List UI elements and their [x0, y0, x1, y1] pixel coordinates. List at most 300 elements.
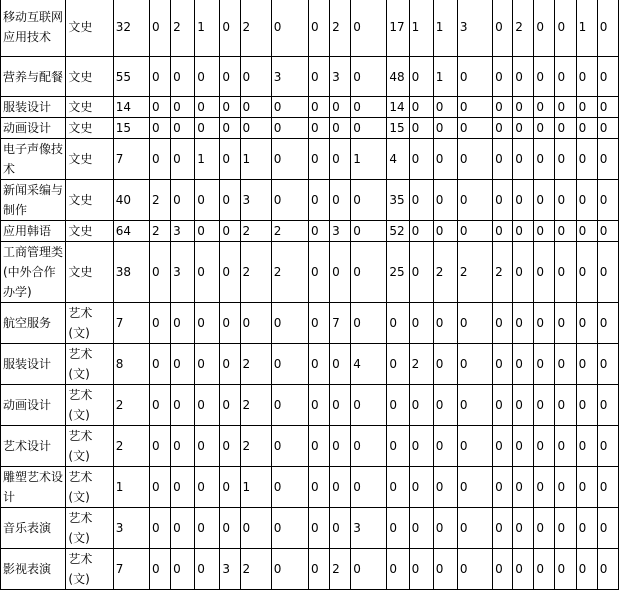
table-row [1, 0, 619, 57]
count-cell: 0 [409, 57, 433, 97]
count-cell: 3 [113, 508, 149, 549]
count-cell: 0 [149, 426, 170, 467]
table-row [1, 221, 619, 242]
count-cell: 0 [330, 426, 351, 467]
count-cell: 0 [149, 0, 170, 57]
count-cell: 0 [457, 385, 492, 426]
count-cell: 0 [220, 180, 240, 221]
count-cell: 0 [534, 426, 555, 467]
count-cell: 0 [433, 549, 457, 590]
count-cell: 0 [457, 180, 492, 221]
count-cell: 0 [493, 426, 513, 467]
table-row [1, 118, 619, 139]
category-cell: 文史 [66, 118, 113, 139]
category-cell: 文史 [66, 221, 113, 242]
major-cell: 应用韩语 [1, 221, 66, 242]
count-cell: 0 [271, 303, 308, 344]
table-row [1, 508, 619, 549]
count-cell: 0 [220, 221, 240, 242]
count-cell: 2 [457, 242, 492, 303]
count-cell: 48 [387, 57, 409, 97]
table-row [1, 344, 619, 385]
count-cell: 0 [171, 385, 195, 426]
table-row [1, 303, 619, 344]
category-cell: 艺术(文) [66, 508, 113, 549]
count-cell: 0 [220, 57, 240, 97]
count-cell: 0 [555, 221, 576, 242]
count-cell: 0 [493, 508, 513, 549]
major-cell: 电子声像技术 [1, 139, 66, 180]
count-cell: 0 [308, 549, 329, 590]
count-cell: 0 [513, 508, 534, 549]
count-cell: 0 [534, 118, 555, 139]
count-cell: 0 [308, 242, 329, 303]
count-cell: 3 [271, 57, 308, 97]
count-cell: 0 [597, 221, 618, 242]
count-cell: 15 [387, 118, 409, 139]
count-cell: 0 [534, 180, 555, 221]
count-cell: 3 [240, 180, 271, 221]
count-cell: 17 [387, 0, 409, 57]
count-cell: 2 [240, 221, 271, 242]
count-cell: 0 [513, 385, 534, 426]
count-cell: 0 [149, 508, 170, 549]
count-cell: 2 [330, 549, 351, 590]
count-cell: 0 [576, 180, 597, 221]
count-cell: 0 [220, 303, 240, 344]
count-cell: 0 [171, 426, 195, 467]
count-cell: 14 [113, 97, 149, 118]
table-row [1, 385, 619, 426]
count-cell: 0 [457, 467, 492, 508]
count-cell: 25 [387, 242, 409, 303]
count-cell: 0 [330, 467, 351, 508]
count-cell: 2 [149, 180, 170, 221]
count-cell: 1 [433, 0, 457, 57]
major-cell: 服装设计 [1, 344, 66, 385]
count-cell: 1 [195, 0, 220, 57]
count-cell: 0 [534, 139, 555, 180]
count-cell: 0 [493, 118, 513, 139]
count-cell: 7 [330, 303, 351, 344]
count-cell: 0 [409, 467, 433, 508]
count-cell: 0 [555, 118, 576, 139]
count-cell: 0 [308, 180, 329, 221]
table-body [1, 0, 619, 590]
count-cell: 0 [409, 549, 433, 590]
count-cell: 0 [271, 549, 308, 590]
count-cell: 0 [195, 508, 220, 549]
count-cell: 0 [409, 180, 433, 221]
count-cell: 0 [387, 508, 409, 549]
count-cell: 2 [330, 0, 351, 57]
count-cell: 0 [433, 303, 457, 344]
count-cell: 0 [534, 549, 555, 590]
count-cell: 0 [493, 385, 513, 426]
count-cell: 52 [387, 221, 409, 242]
count-cell: 3 [220, 549, 240, 590]
count-cell: 0 [576, 118, 597, 139]
count-cell: 0 [555, 242, 576, 303]
major-cell: 营养与配餐 [1, 57, 66, 97]
count-cell: 0 [433, 221, 457, 242]
count-cell: 0 [220, 344, 240, 385]
count-cell: 0 [149, 242, 170, 303]
major-cell: 艺术设计 [1, 426, 66, 467]
count-cell: 0 [433, 180, 457, 221]
count-cell: 0 [555, 139, 576, 180]
count-cell: 0 [271, 139, 308, 180]
category-cell: 文史 [66, 139, 113, 180]
count-cell: 0 [308, 221, 329, 242]
count-cell: 0 [387, 385, 409, 426]
count-cell: 0 [457, 344, 492, 385]
count-cell: 0 [195, 303, 220, 344]
count-cell: 0 [555, 57, 576, 97]
count-cell: 0 [271, 426, 308, 467]
count-cell: 0 [308, 139, 329, 180]
major-cell: 动画设计 [1, 118, 66, 139]
count-cell: 0 [195, 221, 220, 242]
count-cell: 0 [240, 118, 271, 139]
count-cell: 0 [493, 303, 513, 344]
count-cell: 0 [513, 303, 534, 344]
count-cell: 0 [513, 118, 534, 139]
table-row [1, 97, 619, 118]
count-cell: 0 [433, 97, 457, 118]
count-cell: 0 [409, 97, 433, 118]
count-cell: 0 [457, 139, 492, 180]
count-cell: 0 [220, 97, 240, 118]
count-cell: 7 [113, 303, 149, 344]
count-cell: 0 [409, 118, 433, 139]
count-cell: 0 [576, 242, 597, 303]
count-cell: 0 [220, 139, 240, 180]
count-cell: 2 [240, 549, 271, 590]
count-cell: 0 [555, 549, 576, 590]
count-cell: 0 [576, 97, 597, 118]
count-cell: 0 [195, 97, 220, 118]
count-cell: 0 [351, 180, 387, 221]
count-cell: 0 [534, 0, 555, 57]
count-cell: 0 [576, 139, 597, 180]
count-cell: 0 [513, 180, 534, 221]
count-cell: 40 [113, 180, 149, 221]
count-cell: 0 [534, 508, 555, 549]
count-cell: 0 [534, 97, 555, 118]
count-cell: 2 [171, 0, 195, 57]
count-cell: 2 [240, 0, 271, 57]
count-cell: 0 [555, 97, 576, 118]
table-row [1, 57, 619, 97]
count-cell: 0 [351, 57, 387, 97]
count-cell: 0 [457, 426, 492, 467]
count-cell: 55 [113, 57, 149, 97]
count-cell: 14 [387, 97, 409, 118]
count-cell: 0 [330, 344, 351, 385]
count-cell: 0 [171, 344, 195, 385]
count-cell: 0 [220, 242, 240, 303]
count-cell: 2 [433, 242, 457, 303]
count-cell: 0 [457, 118, 492, 139]
count-cell: 3 [330, 221, 351, 242]
count-cell: 0 [433, 508, 457, 549]
count-cell: 0 [597, 467, 618, 508]
count-cell: 0 [271, 118, 308, 139]
count-cell: 0 [597, 180, 618, 221]
count-cell: 0 [493, 467, 513, 508]
major-cell: 动画设计 [1, 385, 66, 426]
count-cell: 1 [113, 467, 149, 508]
count-cell: 0 [220, 118, 240, 139]
count-cell: 0 [308, 97, 329, 118]
count-cell: 0 [149, 57, 170, 97]
count-cell: 0 [493, 180, 513, 221]
count-cell: 0 [351, 221, 387, 242]
count-cell: 0 [330, 139, 351, 180]
count-cell: 3 [351, 508, 387, 549]
count-cell: 0 [308, 385, 329, 426]
count-cell: 0 [220, 467, 240, 508]
count-cell: 0 [351, 118, 387, 139]
count-cell: 0 [271, 467, 308, 508]
count-cell: 0 [351, 426, 387, 467]
count-cell: 0 [220, 0, 240, 57]
count-cell: 0 [555, 0, 576, 57]
count-cell: 0 [409, 508, 433, 549]
count-cell: 0 [149, 303, 170, 344]
count-cell: 0 [149, 467, 170, 508]
count-cell: 1 [195, 139, 220, 180]
count-cell: 4 [387, 139, 409, 180]
table-row [1, 139, 619, 180]
count-cell: 0 [513, 344, 534, 385]
count-cell: 0 [171, 508, 195, 549]
count-cell: 0 [195, 549, 220, 590]
count-cell: 0 [457, 508, 492, 549]
count-cell: 0 [149, 97, 170, 118]
count-cell: 0 [493, 344, 513, 385]
count-cell: 32 [113, 0, 149, 57]
count-cell: 3 [457, 0, 492, 57]
count-cell: 0 [576, 426, 597, 467]
count-cell: 2 [271, 221, 308, 242]
major-cell: 工商管理类(中外合作办学) [1, 242, 66, 303]
category-cell: 文史 [66, 57, 113, 97]
count-cell: 4 [351, 344, 387, 385]
count-cell: 0 [513, 467, 534, 508]
table-row [1, 549, 619, 590]
count-cell: 0 [433, 344, 457, 385]
count-cell: 0 [513, 221, 534, 242]
category-cell: 艺术(文) [66, 344, 113, 385]
count-cell: 0 [597, 0, 618, 57]
count-cell: 8 [113, 344, 149, 385]
count-cell: 0 [271, 0, 308, 57]
count-cell: 0 [576, 57, 597, 97]
table-row [1, 467, 619, 508]
count-cell: 0 [387, 467, 409, 508]
count-cell: 0 [597, 118, 618, 139]
count-cell: 0 [576, 385, 597, 426]
count-cell: 0 [240, 508, 271, 549]
count-cell: 1 [576, 0, 597, 57]
count-cell: 0 [576, 467, 597, 508]
count-cell: 0 [513, 97, 534, 118]
count-cell: 0 [513, 139, 534, 180]
count-cell: 0 [534, 57, 555, 97]
count-cell: 0 [330, 180, 351, 221]
category-cell: 艺术(文) [66, 426, 113, 467]
table-row [1, 180, 619, 221]
category-cell: 艺术(文) [66, 303, 113, 344]
count-cell: 0 [308, 303, 329, 344]
count-cell: 0 [308, 0, 329, 57]
count-cell: 0 [351, 242, 387, 303]
count-cell: 15 [113, 118, 149, 139]
count-cell: 0 [576, 549, 597, 590]
count-cell: 0 [493, 221, 513, 242]
count-cell: 0 [171, 118, 195, 139]
count-cell: 0 [149, 344, 170, 385]
major-cell: 服装设计 [1, 97, 66, 118]
count-cell: 0 [597, 57, 618, 97]
count-cell: 0 [493, 139, 513, 180]
table-row [1, 426, 619, 467]
count-cell: 0 [308, 426, 329, 467]
count-cell: 2 [149, 221, 170, 242]
count-cell: 0 [351, 549, 387, 590]
count-cell: 3 [171, 221, 195, 242]
count-cell: 7 [113, 139, 149, 180]
count-cell: 0 [220, 426, 240, 467]
count-cell: 0 [195, 344, 220, 385]
category-cell: 文史 [66, 0, 113, 57]
count-cell: 1 [240, 139, 271, 180]
count-cell: 2 [240, 426, 271, 467]
count-cell: 2 [240, 242, 271, 303]
count-cell: 0 [195, 385, 220, 426]
count-cell: 0 [149, 549, 170, 590]
count-cell: 0 [513, 426, 534, 467]
count-cell: 0 [330, 242, 351, 303]
count-cell: 0 [351, 467, 387, 508]
count-cell: 7 [113, 549, 149, 590]
count-cell: 0 [195, 242, 220, 303]
count-cell: 2 [113, 385, 149, 426]
count-cell: 0 [576, 303, 597, 344]
count-cell: 0 [195, 426, 220, 467]
count-cell: 64 [113, 221, 149, 242]
count-cell: 0 [409, 139, 433, 180]
count-cell: 0 [409, 426, 433, 467]
count-cell: 0 [149, 118, 170, 139]
count-cell: 0 [271, 385, 308, 426]
count-cell: 0 [330, 508, 351, 549]
count-cell: 2 [409, 344, 433, 385]
count-cell: 0 [555, 344, 576, 385]
count-cell: 0 [351, 303, 387, 344]
count-cell: 2 [113, 426, 149, 467]
count-cell: 0 [493, 97, 513, 118]
count-cell: 0 [433, 118, 457, 139]
major-cell: 新闻采编与制作 [1, 180, 66, 221]
count-cell: 2 [240, 344, 271, 385]
count-cell: 0 [513, 242, 534, 303]
count-cell: 0 [195, 57, 220, 97]
count-cell: 0 [457, 57, 492, 97]
count-cell: 0 [597, 242, 618, 303]
category-cell: 艺术(文) [66, 549, 113, 590]
count-cell: 0 [555, 426, 576, 467]
count-cell: 0 [493, 57, 513, 97]
major-cell: 航空服务 [1, 303, 66, 344]
count-cell: 0 [171, 467, 195, 508]
count-cell: 0 [597, 385, 618, 426]
count-cell: 0 [513, 549, 534, 590]
count-cell: 0 [534, 344, 555, 385]
count-cell: 0 [493, 0, 513, 57]
count-cell: 0 [597, 508, 618, 549]
count-cell: 0 [597, 344, 618, 385]
count-cell: 0 [308, 344, 329, 385]
count-cell: 0 [171, 97, 195, 118]
count-cell: 0 [240, 97, 271, 118]
count-cell: 0 [555, 508, 576, 549]
count-cell: 38 [113, 242, 149, 303]
count-cell: 0 [271, 97, 308, 118]
count-cell: 0 [171, 549, 195, 590]
count-cell: 1 [240, 467, 271, 508]
count-cell: 0 [240, 303, 271, 344]
table-row [1, 242, 619, 303]
count-cell: 0 [171, 57, 195, 97]
count-cell: 3 [330, 57, 351, 97]
major-cell: 影视表演 [1, 549, 66, 590]
count-cell: 0 [308, 57, 329, 97]
count-cell: 0 [576, 344, 597, 385]
count-cell: 0 [171, 303, 195, 344]
count-cell: 0 [433, 467, 457, 508]
count-cell: 0 [387, 549, 409, 590]
count-cell: 0 [387, 426, 409, 467]
count-cell: 0 [387, 344, 409, 385]
count-cell: 2 [493, 242, 513, 303]
count-cell: 35 [387, 180, 409, 221]
count-cell: 0 [534, 221, 555, 242]
count-cell: 0 [220, 385, 240, 426]
category-cell: 文史 [66, 242, 113, 303]
count-cell: 0 [597, 97, 618, 118]
count-cell: 0 [576, 508, 597, 549]
count-cell: 0 [330, 385, 351, 426]
category-cell: 艺术(文) [66, 467, 113, 508]
count-cell: 0 [195, 180, 220, 221]
count-cell: 0 [534, 242, 555, 303]
count-cell: 0 [457, 303, 492, 344]
count-cell: 0 [576, 221, 597, 242]
count-cell: 0 [555, 467, 576, 508]
count-cell: 1 [409, 0, 433, 57]
count-cell: 0 [597, 426, 618, 467]
count-cell: 0 [597, 139, 618, 180]
count-cell: 0 [555, 385, 576, 426]
count-cell: 0 [387, 303, 409, 344]
count-cell: 2 [513, 0, 534, 57]
count-cell: 0 [149, 385, 170, 426]
count-cell: 0 [271, 344, 308, 385]
count-cell: 0 [220, 508, 240, 549]
